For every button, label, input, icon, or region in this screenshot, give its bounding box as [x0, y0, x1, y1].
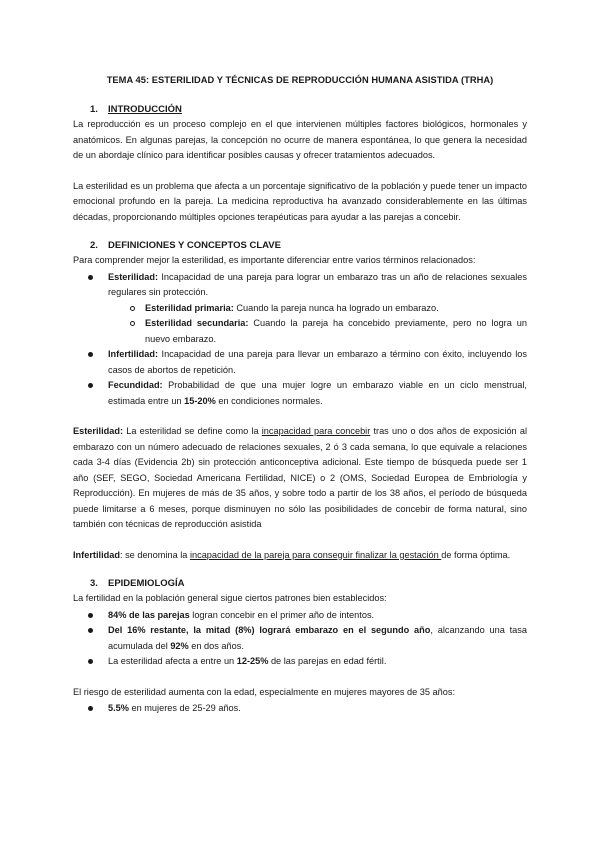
- section-title: DEFINICIONES Y CONCEPTOS CLAVE: [108, 240, 281, 251]
- risk-list: [73, 701, 527, 717]
- text: en dos años.: [188, 640, 244, 651]
- definitions-list: [73, 270, 527, 410]
- section-title: EPIDEMIOLOGÍA: [108, 578, 185, 589]
- highlight: 15-20%: [184, 395, 216, 406]
- text: en mujeres de 25-29 años.: [128, 703, 241, 713]
- list-item: [108, 301, 527, 317]
- section-title: INTRODUCCIÓN: [108, 104, 182, 115]
- term: Esterilidad:: [108, 271, 159, 282]
- bullet-icon: [88, 628, 93, 633]
- list-item: [73, 270, 527, 348]
- text: de forma óptima.: [441, 549, 511, 560]
- bullet-icon: [88, 706, 93, 711]
- definition-end: en condiciones normales.: [215, 395, 323, 406]
- esterilidad-paragraph: [73, 424, 527, 533]
- section-number: 3.: [90, 578, 98, 589]
- sub-list: [108, 301, 527, 348]
- epidemiology-intro: La fertilidad en la población general sigue ciertos patrones bien establecidos:: [73, 593, 387, 603]
- bullet-icon: [88, 659, 93, 664]
- text: La esterilidad afecta a entre un: [108, 656, 237, 666]
- list-item: [73, 608, 527, 624]
- infertilidad-paragraph: [73, 548, 527, 564]
- hollow-bullet-icon: [130, 306, 135, 311]
- highlight: Del 16% restante, la mitad (8%) logrará embarazo en el segundo año: [108, 625, 431, 635]
- list-item: [108, 316, 527, 347]
- text: , alcanzando una tasa acumulada del: [108, 625, 527, 651]
- definitions-intro: Para comprender mejor la esterilidad, es importante diferenciar entre varios términos relacionados:: [73, 255, 476, 265]
- term: Infertilidad: [73, 549, 120, 560]
- definition: Probabilidad de que una mujer logre un embarazo viable en un ciclo menstrual, estimada entre un: [108, 380, 527, 406]
- section-number: 2.: [90, 240, 98, 251]
- section-heading-definiciones: [90, 240, 527, 251]
- list-item: [73, 347, 527, 378]
- term: Esterilidad:: [73, 426, 124, 436]
- highlight: 84% de las parejas: [108, 609, 190, 620]
- list-item: [73, 654, 527, 670]
- list-item: [73, 701, 527, 717]
- risk-paragraph: El riesgo de esterilidad aumenta con la edad, especialmente en mujeres mayores de 35 años:: [73, 686, 456, 697]
- text: de las parejas en edad fértil.: [268, 656, 387, 666]
- highlight: 12-25%: [236, 656, 269, 666]
- bullet-icon: [88, 275, 93, 280]
- section-heading-epidemiologia: [90, 578, 527, 589]
- underlined-text: incapacidad para concebir: [261, 426, 371, 436]
- text: tras uno o dos años de exposición al embarazo con un número adecuado de relaciones sexuales, 2 ó 3 cada semana, lo que equivale a relaciones cada 3-4 días (Evidencia 2b) sin protección anticonceptiva adicional. Este tiempo de búsqueda puede ser 1 año (SEF, SEGO, Sociedad Americana Fertilidad, NICE) o 2 (OMS, Sociedad Europea de Embriología y Reproducción). En mujeres de más de 35 años, y sobre todo a partir de los 38 años, el período de búsqueda puede limitarse a 6 meses, porque disminuyen no sólo las posibilidades de concebir de forma natural, sino también con técnicas de reproducción asistida: [73, 426, 527, 529]
- definition: Incapacidad de una pareja para llevar un embarazo a término con éxito, incluyendo los casos de abortos de repetición.: [108, 349, 527, 375]
- text: : se denomina la: [119, 549, 190, 560]
- bullet-icon: [88, 352, 93, 357]
- bullet-icon: [88, 383, 93, 388]
- hollow-bullet-icon: [130, 321, 135, 326]
- intro-paragraph-1: La reproducción es un proceso complejo en el que intervienen múltiples factores biológicos, hormonales y anatómicos. En algunas parejas, la concepción no ocurre de manera espontánea, lo que genera la necesidad de un abordaje clínico para identificar posibles causas y ofrecer tratamientos adecuados.: [73, 119, 527, 160]
- definition: Cuando la pareja ha concebido previamente, pero no logra un nuevo embarazo.: [145, 318, 527, 344]
- list-item: [73, 378, 527, 409]
- document-title: TEMA 45: ESTERILIDAD Y TÉCNICAS DE REPRODUCCIÓN HUMANA ASISTIDA (TRHA): [106, 75, 494, 85]
- definition: Cuando la pareja nunca ha logrado un embarazo.: [233, 302, 439, 313]
- highlight: 5.5%: [108, 703, 129, 713]
- section-heading-introduccion: [90, 104, 527, 115]
- highlight: 92%: [170, 640, 189, 651]
- term: Esterilidad secundaria:: [145, 318, 249, 328]
- definition: Incapacidad de una pareja para lograr un embarazo tras un año de relaciones sexuales regulares sin protección.: [108, 271, 527, 297]
- intro-paragraph-2: La esterilidad es un problema que afecta a un porcentaje significativo de la población y puede tener un impacto emocional profundo en la pareja. La medicina reproductiva ha avanzado considerablemente en las últimas décadas, proporcionando múltiples opciones terapéuticas para ayudar a las parejas a concebir.: [73, 180, 527, 222]
- term: Fecundidad:: [108, 380, 163, 390]
- text: logran concebir en el primer año de intentos.: [189, 609, 375, 620]
- epidemiology-list: [73, 608, 527, 670]
- term: Esterilidad primaria:: [145, 302, 234, 313]
- list-item: [73, 623, 527, 654]
- bullet-icon: [88, 613, 93, 618]
- underlined-text: incapacidad de la pareja para conseguir finalizar la gestación: [189, 549, 442, 560]
- section-number: 1.: [90, 104, 98, 115]
- text: La esterilidad se define como la: [123, 426, 262, 436]
- term: Infertilidad:: [108, 349, 159, 359]
